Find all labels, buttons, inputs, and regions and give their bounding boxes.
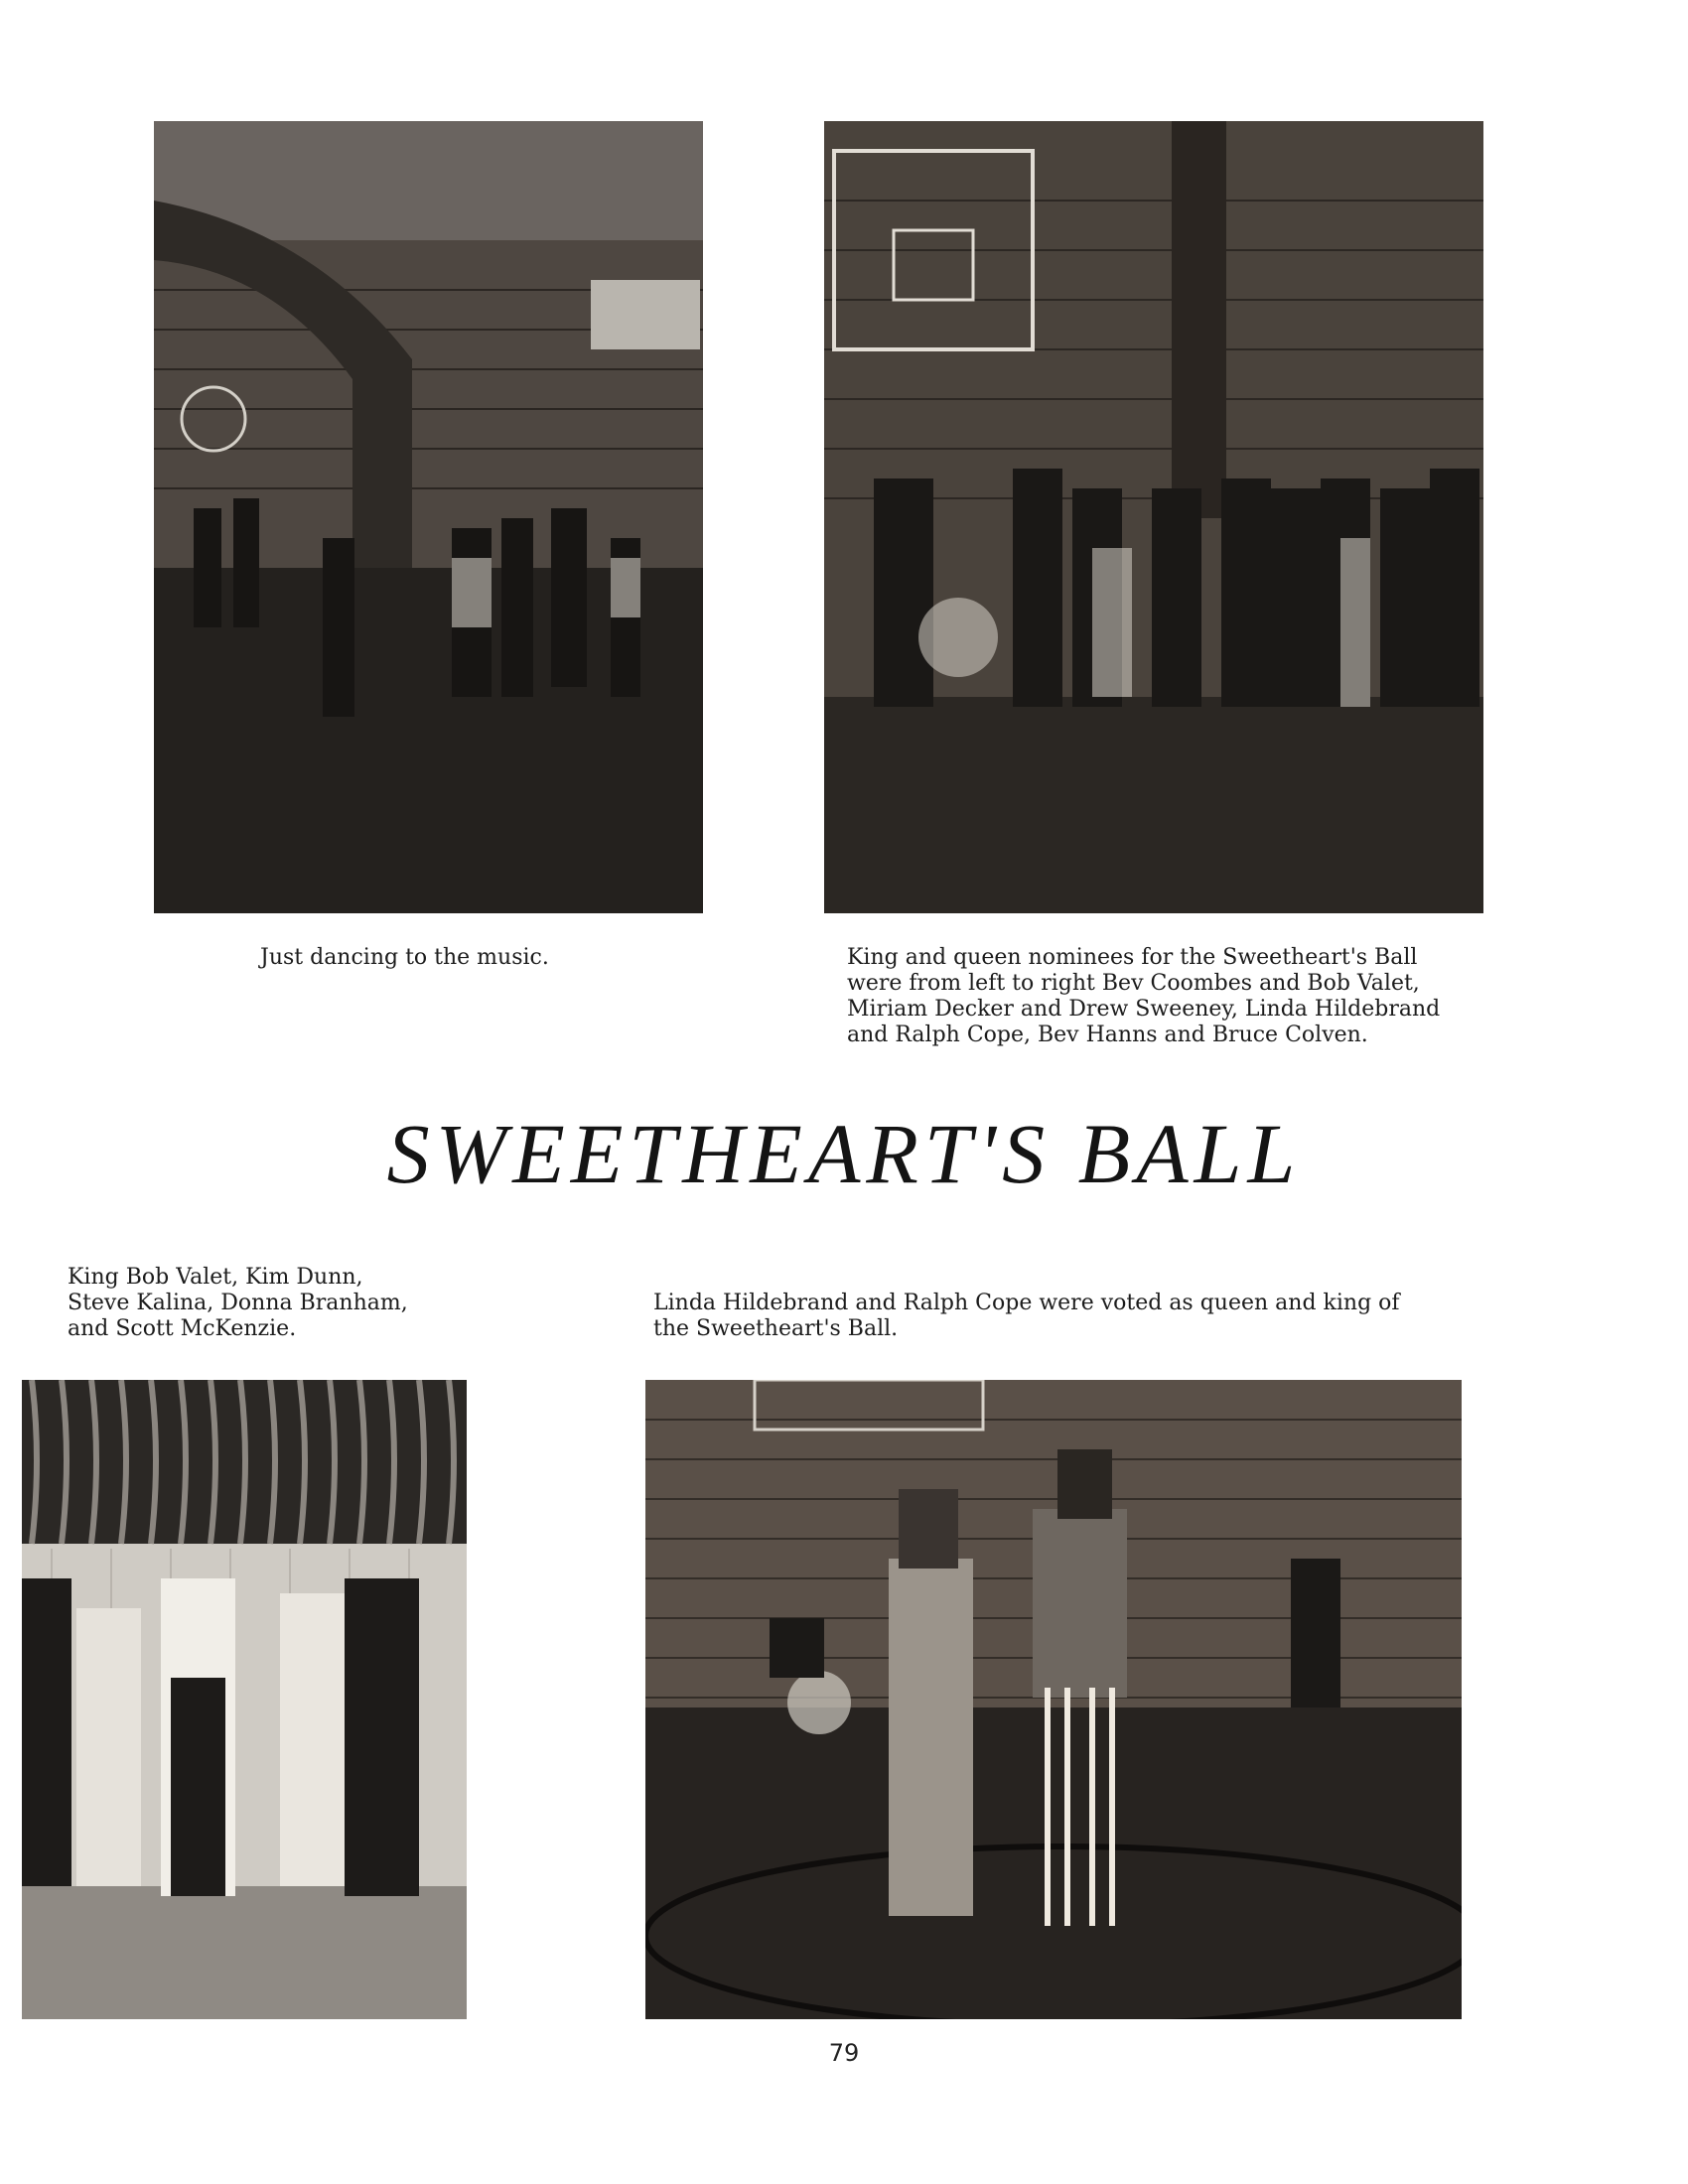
page-number: 79 — [828, 2039, 860, 2067]
page-title: SWEETHEART'S BALL — [386, 1106, 1302, 1201]
caption-line: Just dancing to the music. — [260, 945, 549, 970]
caption-line: King Bob Valet, Kim Dunn, — [68, 1265, 363, 1290]
dancing-photo — [154, 121, 703, 913]
nominees-caption — [847, 945, 1440, 1048]
caption-line: were from left to right Bev Coombes and Bob Valet, — [847, 971, 1420, 996]
caption-line: Miriam Decker and Drew Sweeney, Linda Hildebrand — [847, 997, 1441, 1022]
caption-line: Steve Kalina, Donna Branham, — [68, 1291, 408, 1315]
dancing-caption — [260, 945, 549, 971]
court-photo — [22, 1380, 467, 2019]
court-caption — [68, 1265, 408, 1342]
king-queen-photo — [645, 1380, 1462, 2019]
nominees-photo — [824, 121, 1483, 913]
caption-line: and Ralph Cope, Bev Hanns and Bruce Colven. — [847, 1023, 1368, 1047]
caption-line: King and queen nominees for the Sweetheart's Ball — [847, 945, 1418, 970]
caption-line: the Sweetheart's Ball. — [653, 1316, 899, 1341]
caption-line: Linda Hildebrand and Ralph Cope were voted as queen and king of — [653, 1291, 1400, 1315]
king-queen-caption — [653, 1291, 1400, 1342]
caption-line: and Scott McKenzie. — [68, 1316, 297, 1341]
